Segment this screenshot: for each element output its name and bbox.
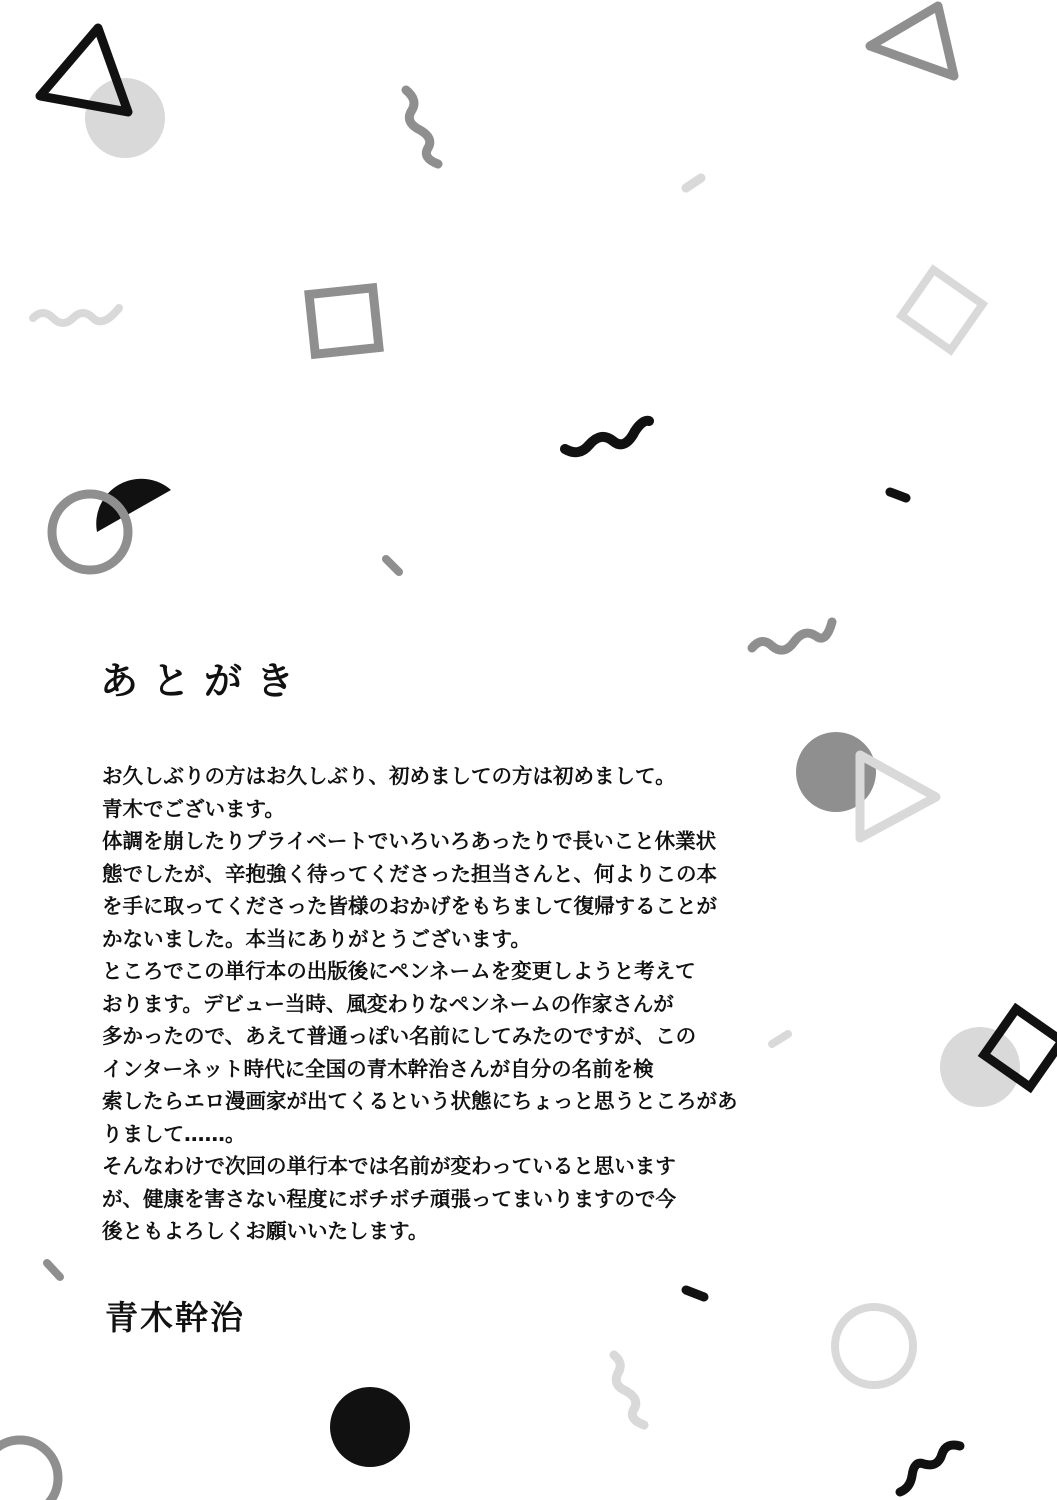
pale-diamond-outline <box>901 270 982 350</box>
body-line: かないました。本当にありがとうございます。 <box>102 926 531 951</box>
pale-dash <box>686 178 701 188</box>
afterword-body <box>102 760 742 1248</box>
body-line: 索したらエロ漫画家が出てくるという状態にちょっと思うところがあ <box>102 1089 738 1113</box>
body-line: インターネット時代に全国の青木幹治さんが自分の名前を検 <box>102 1056 654 1081</box>
body-line: 後ともよろしくお願いいたします。 <box>102 1219 429 1243</box>
gray-triangle-outline <box>870 6 954 76</box>
gray-dash <box>47 1263 60 1277</box>
pale-wave <box>33 308 119 323</box>
black-dash <box>686 1290 704 1297</box>
gray-square-outline <box>309 288 379 354</box>
black-squiggle <box>565 421 649 452</box>
pale-ring <box>835 1307 913 1385</box>
black-squiggle <box>900 1445 960 1492</box>
gray-circle-shape <box>85 78 165 158</box>
pale-squiggle <box>614 1355 644 1425</box>
body-line: ところでこの単行本の出版後にペンネームを変更しようと考えて <box>102 959 696 983</box>
author-signature: 青木幹治 <box>105 1298 245 1337</box>
body-line: 態でしたが、辛抱強く待ってくださった担当さんと、何よりこの本 <box>102 861 717 886</box>
black-circle-shape <box>330 1387 410 1467</box>
body-line: おります。デビュー当時、風変わりなペンネームの作家さんが <box>102 991 674 1016</box>
body-line: そんなわけで次回の単行本では名前が変わっていると思います <box>102 1154 676 1178</box>
gray-squiggle <box>406 90 438 164</box>
page-title: あとがき <box>100 659 309 703</box>
body-line: 青木でございます。 <box>102 796 285 821</box>
body-line: 多かったので、あえて普通っぽい名前にしてみたのですが、この <box>102 1024 697 1048</box>
body-line: 体調を崩したりプライベートでいろいろあったりで長いこと休業状 <box>102 829 717 853</box>
body-line: が、健康を害さない程度にボチボチ頑張ってまいりますので今 <box>102 1186 676 1211</box>
black-dash <box>890 492 906 498</box>
gray-dash <box>386 559 399 572</box>
gray-wave <box>752 622 832 650</box>
pale-dash <box>772 1034 788 1044</box>
black-half-circle <box>96 479 171 532</box>
gray-ring <box>0 1440 58 1500</box>
body-line: お久しぶりの方はお久しぶり、初めましての方は初めまして。 <box>102 764 676 788</box>
gray-ring <box>52 494 128 570</box>
body-line: りまして……。 <box>102 1121 246 1146</box>
body-line: を手に取ってくださった皆様のおかげをもちまして復帰することが <box>102 894 717 918</box>
